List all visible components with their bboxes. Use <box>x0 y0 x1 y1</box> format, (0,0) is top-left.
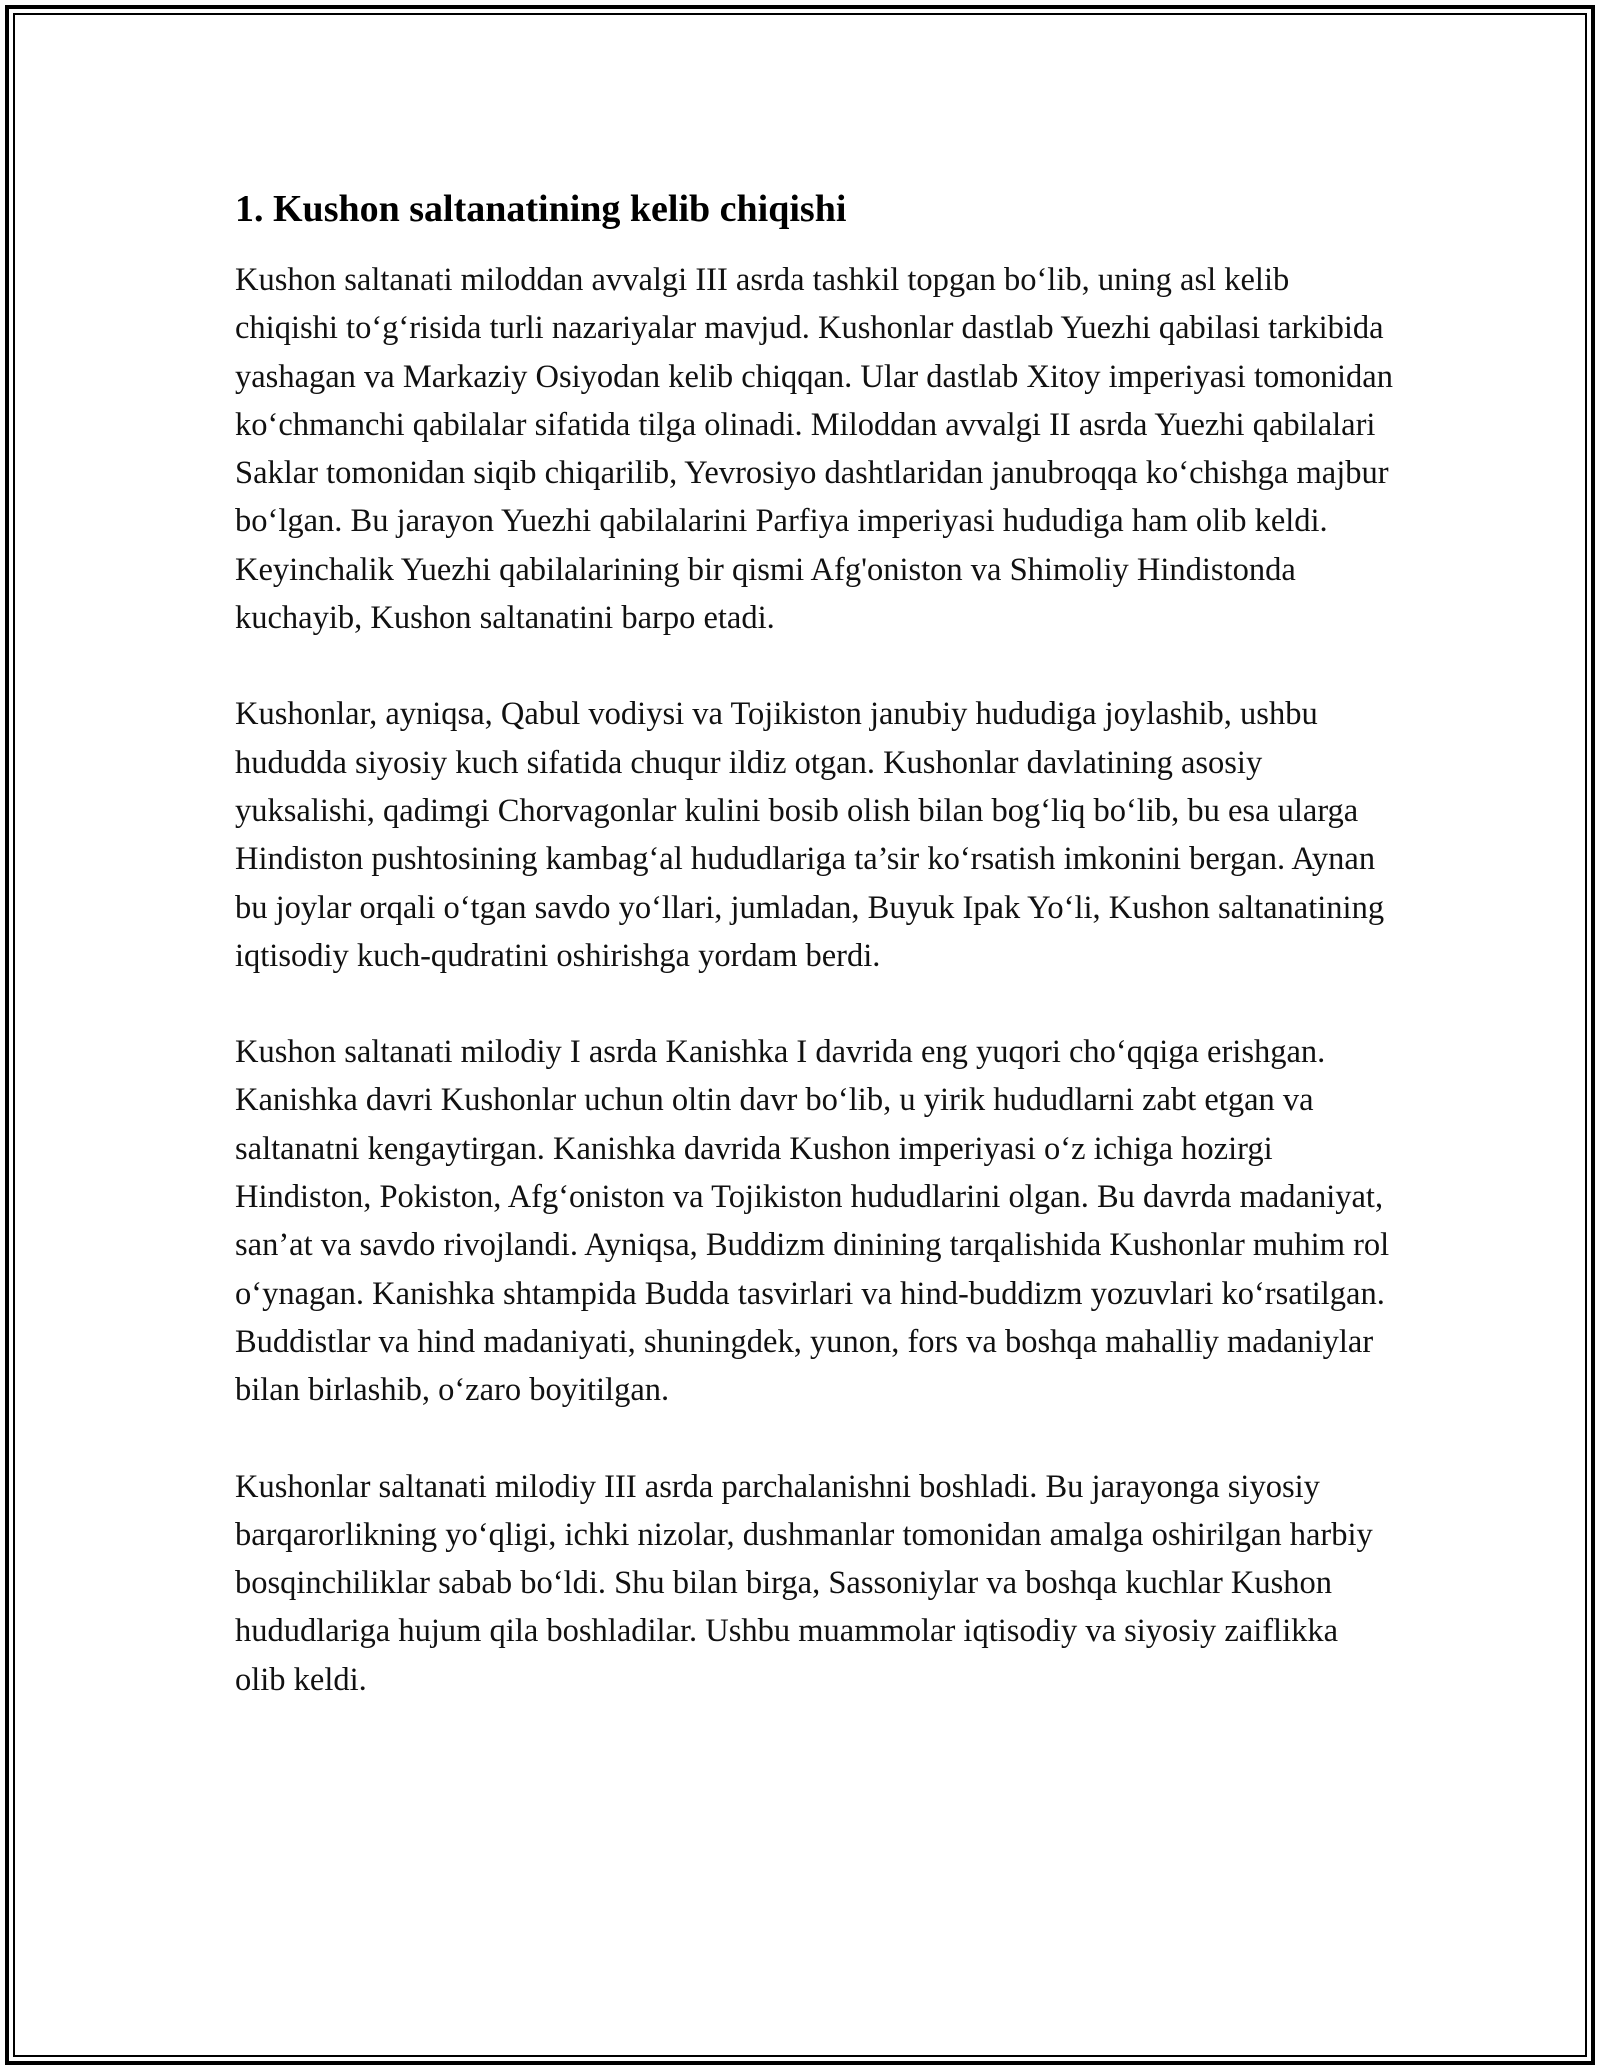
paragraph-3: Kushon saltanati milodiy I asrda Kanishka I davrida eng yuqori cho‘qqiga erishgan. Kanishka davri Kushonlar uchun oltin davr bo‘lib, u yirik hududlarni zabt etgan va saltanatni kengaytirgan. Kanishka davrida Kushon imperiyasi o‘z ichiga hozirgi Hindiston, Pokiston, Afg‘oniston va Tojikiston hududlarini olgan. Bu davrda madaniyat, san’at va savdo rivojlandi. Ayniqsa, Buddizm dinining tarqalishida Kushonlar muhim rol o‘ynagan. Kanishka shtampida Budda tasvirlari va hind-buddizm yozuvlari ko‘rsatilgan. Buddistlar va hind madaniyati, shuningdek, yunon, fors va boshqa mahalliy madaniylar bilan birlashib, o‘zaro boyitilgan. <box>235 1034 1390 1409</box>
document-body <box>235 186 1395 1752</box>
paragraph-1: Kushon saltanati miloddan avvalgi III asrda tashkil topgan bo‘lib, uning asl kelib chiqishi to‘g‘risida turli nazariyalar mavjud. Kushonlar dastlab Yuezhi qabilasi tarkibida yashagan va Markaziy Osiyodan kelib chiqqan. Ular dastlab Xitoy imperiyasi tomonidan ko‘chmanchi qabilalar sifatida tilga olinadi. Miloddan avvalgi II asrda Yuezhi qabilalari Saklar tomonidan siqib chiqarilib, Yevrosiyo dashtlaridan janubroqqa ko‘chishga majbur bo‘lgan. Bu jarayon Yuezhi qabilalarini Parfiya imperiyasi hududiga ham olib keldi. Keyinchalik Yuezhi qabilalarining bir qismi Afg'oniston va Shimoliy Hindistonda kuchayib, Kushon saltanatini barpo etadi. <box>235 262 1393 637</box>
section-heading: 1. Kushon saltanatining kelib chiqishi <box>235 188 847 230</box>
paragraph-2: Kushonlar, ayniqsa, Qabul vodiysi va Tojikiston janubiy hududiga joylashib, ushbu hududda siyosiy kuch sifatida chuqur ildiz otgan. Kushonlar davlatining asosiy yuksalishi, qadimgi Chorvagonlar kulini bosib olish bilan bog‘liq bo‘lib, bu esa ularga Hindiston pushtosining kambag‘al hududlariga ta’sir ko‘rsatish imkonini bergan. Aynan bu joylar orqali o‘tgan savdo yo‘llari, jumladan, Buyuk Ipak Yo‘li, Kushon saltanatining iqtisodiy kuch-qudratini oshirishga yordam berdi. <box>235 696 1385 974</box>
paragraph-4: Kushonlar saltanati milodiy III asrda parchalanishni boshladi. Bu jarayonga siyosiy barqarorlikning yo‘qligi, ichki nizolar, dushmanlar tomonidan amalga oshirilgan harbiy bosqinchiliklar sabab bo‘ldi. Shu bilan birga, Sassoniylar va boshqa kuchlar Kushon hududlariga hujum qila boshladilar. Ushbu muammolar iqtisodiy va siyosiy zaiflikka olib keldi. <box>235 1468 1373 1698</box>
